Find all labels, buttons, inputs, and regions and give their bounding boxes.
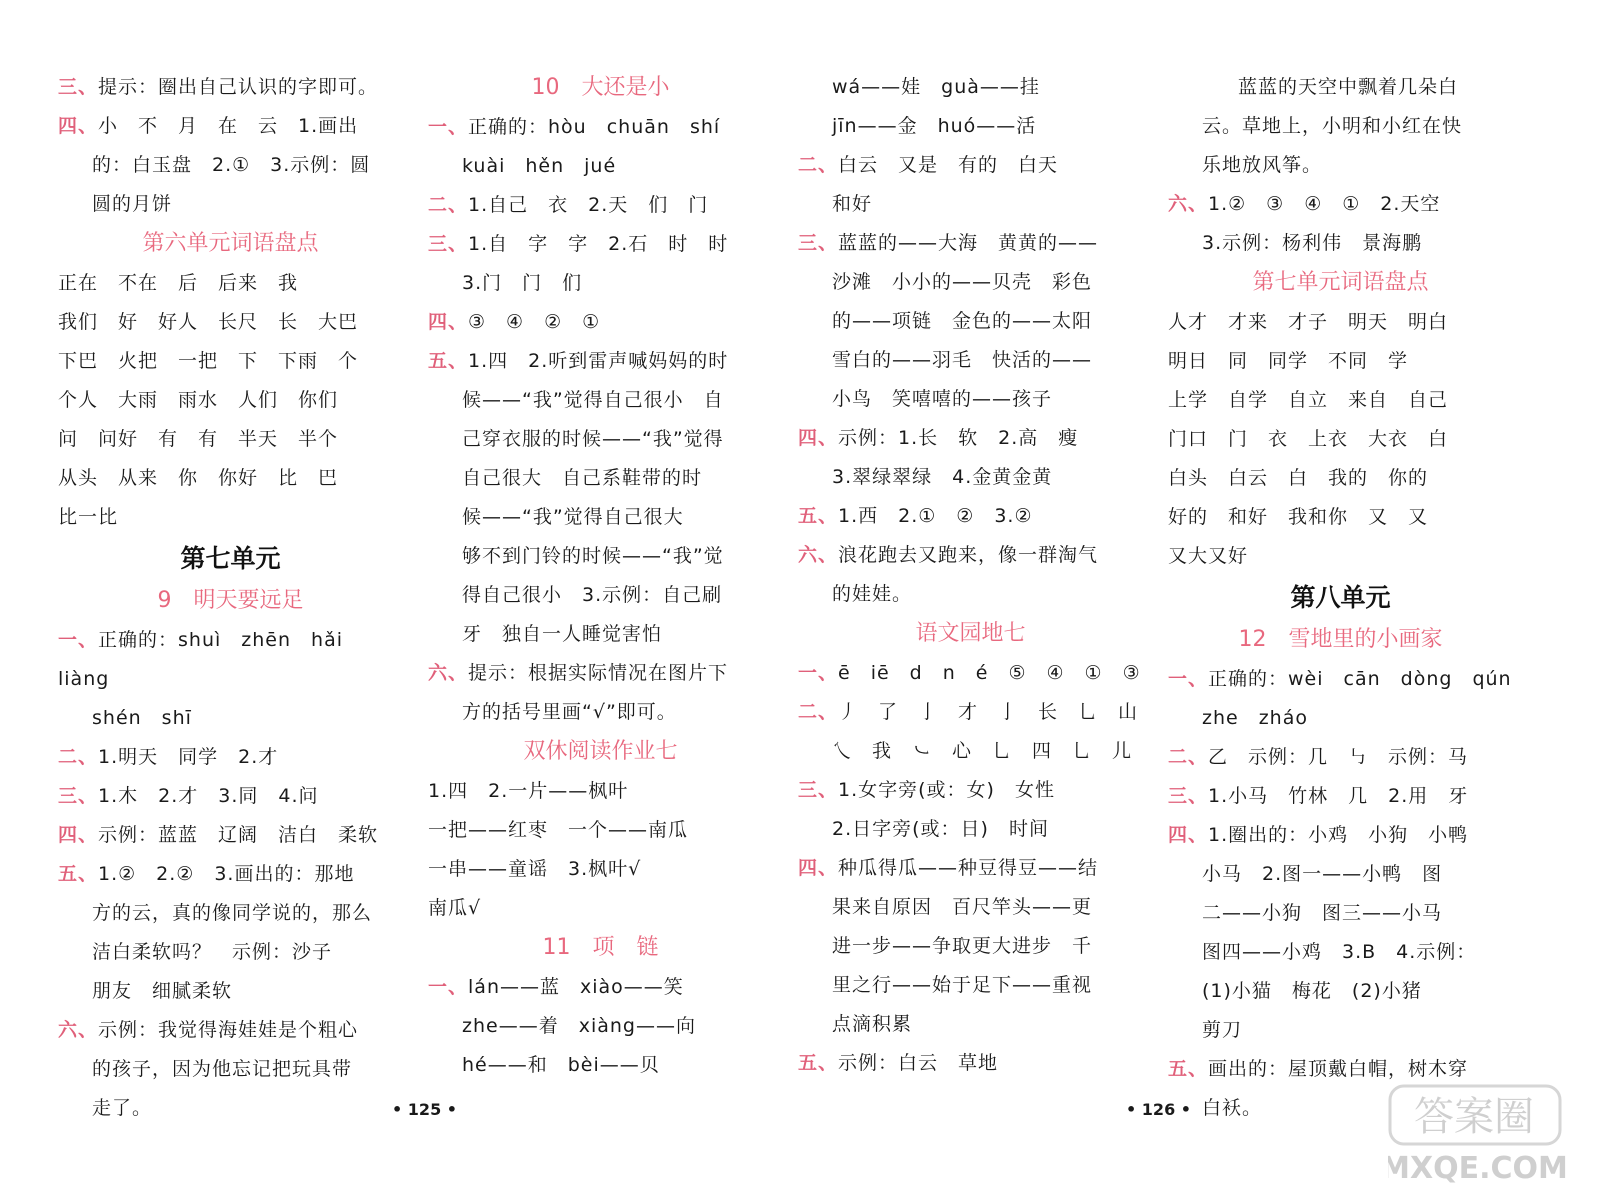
column-2 xyxy=(428,68,773,1085)
answer-line: 牙 独自一人睡觉害怕 xyxy=(462,623,663,645)
answer-line: 得自己很小 3.示例：自己刷 xyxy=(462,584,723,606)
answer-line: 一串——童谣 3.枫叶√ xyxy=(428,858,642,880)
unit-title: 第七单元 xyxy=(180,544,281,573)
answer-line: 2.日字旁(或：日) 时间 xyxy=(832,818,1049,840)
section-title: 第六单元词语盘点 xyxy=(142,231,319,256)
watermark-url: MXQE.COM xyxy=(1388,1151,1568,1186)
answer-line: 进一步——争取更大进步 千 xyxy=(832,935,1093,957)
answer-line: hé——和 bèi——贝 xyxy=(462,1054,660,1076)
answer-line: 够不到门铃的时候——“我”觉 xyxy=(462,545,724,567)
answer-line: 一、lán——蓝 xiào——笑 xyxy=(428,976,684,998)
answer-line: 四、1.圈出的：小鸡 小狗 小鸭 xyxy=(1168,824,1469,846)
answer-line: 五、示例：白云 草地 xyxy=(798,1052,999,1074)
page-number-left: • 125 • xyxy=(392,1100,457,1119)
word-line: 上学 自学 自立 来自 自己 xyxy=(1168,389,1449,411)
answer-line: 五、1.② 2.② 3.画出的：那地 xyxy=(58,863,355,885)
answer-line: 沙滩 小小的——贝壳 彩色 xyxy=(832,271,1093,293)
answer-line: 自己很大 自己系鞋带的时 xyxy=(462,467,703,489)
answer-line: 里之行——始于足下——重视 xyxy=(832,974,1093,996)
lesson-title: 9 明天要远足 xyxy=(157,588,304,613)
word-line: 下巴 火把 一把 下 下雨 个 xyxy=(58,350,359,372)
question-number: 四、 xyxy=(798,427,839,449)
watermark-logo xyxy=(1388,1082,1568,1187)
answer-line: 图四——小鸡 3.B 4.示例： xyxy=(1202,941,1477,963)
column-1 xyxy=(58,68,403,1128)
answer-line: 六、浪花跑去又跑来，像一群淘气 xyxy=(798,544,1099,566)
answer-line: 三、蓝蓝的——大海 黄黄的—— xyxy=(798,232,1099,254)
answer-line: kuài hěn jué xyxy=(462,155,617,177)
unit-title: 第八单元 xyxy=(1290,583,1391,612)
answer-line: 小鸟 笑嘻嘻的——孩子 xyxy=(832,388,1053,410)
question-number: 一、 xyxy=(58,629,99,651)
word-line: 问 问好 有 有 半天 半个 xyxy=(58,428,339,450)
answer-line: 方的云，真的像同学说的，那么 xyxy=(92,902,373,924)
question-number: 四、 xyxy=(798,857,839,879)
answer-line: 三、1.自 字 字 2.石 时 时 xyxy=(428,233,729,255)
answer-line: 点滴积累 xyxy=(832,1013,913,1035)
answer-line: 四、示例：1.长 软 2.高 瘦 xyxy=(798,427,1079,449)
question-number: 三、 xyxy=(58,76,99,98)
question-number: 五、 xyxy=(428,350,469,372)
watermark-text: 答案圈 xyxy=(1414,1094,1534,1140)
answer-line: 剪刀 xyxy=(1202,1019,1243,1041)
question-number: 三、 xyxy=(798,232,839,254)
question-number: 六、 xyxy=(1168,193,1209,215)
lesson-title: 11 项 链 xyxy=(542,935,659,960)
answer-line: 一、ē iē d n é ⑤ ④ ① ③ xyxy=(798,662,1141,684)
question-number: 四、 xyxy=(1168,824,1209,846)
question-number: 四、 xyxy=(428,311,469,333)
word-line: 好的 和好 我和你 又 又 xyxy=(1168,506,1429,528)
question-number: 四、 xyxy=(58,824,99,846)
answer-line: 一、正确的：shuì zhēn hǎi liàng xyxy=(58,629,364,690)
question-number: 二、 xyxy=(428,194,469,216)
section-title: 语文园地七 xyxy=(915,621,1026,646)
answer-line: 四、小 不 月 在 云 1.画出 xyxy=(58,115,359,137)
question-number: 四、 xyxy=(58,115,99,137)
answer-line: 南瓜√ xyxy=(428,897,482,919)
question-number: 六、 xyxy=(428,662,469,684)
answer-line: 二、1.明天 同学 2.才 xyxy=(58,746,279,768)
question-number: 三、 xyxy=(1168,785,1209,807)
answer-line: zhe zháo xyxy=(1202,707,1308,729)
answer-line: 候——“我”觉得自己很小 自 xyxy=(462,389,724,411)
question-number: 五、 xyxy=(798,1052,839,1074)
word-line: 正在 不在 后 后来 我 xyxy=(58,272,299,294)
answer-line: jīn——金 huó——活 xyxy=(832,115,1037,137)
answer-line: 乀 我 ㇃ 心 乚 四 乚 儿 xyxy=(832,740,1133,762)
answer-line: 候——“我”觉得自己很大 xyxy=(462,506,684,528)
answer-line: 白袄。 xyxy=(1202,1097,1263,1119)
word-line: 个人 大雨 雨水 人们 你们 xyxy=(58,389,339,411)
question-number: 五、 xyxy=(798,505,839,527)
answer-line: 云。草地上，小明和小红在快 xyxy=(1202,115,1463,137)
answer-line: 的孩子，因为他忘记把玩具带 xyxy=(92,1058,353,1080)
question-number: 三、 xyxy=(798,779,839,801)
word-line: 门口 门 衣 上衣 大衣 白 xyxy=(1168,428,1449,450)
answer-line: 己穿衣服的时候——“我”觉得 xyxy=(462,428,724,450)
question-number: 一、 xyxy=(428,116,469,138)
question-number: 一、 xyxy=(798,662,839,684)
answer-line: 小马 2.图一——小鸭 图 xyxy=(1202,863,1443,885)
answer-line: shén shī xyxy=(92,707,192,729)
lesson-title: 12 雪地里的小画家 xyxy=(1238,627,1443,652)
answer-line: 的：白玉盘 2.① 3.示例：圆 xyxy=(92,154,371,176)
word-line: 又大又好 xyxy=(1168,545,1249,567)
word-line: 从头 从来 你 你好 比 巴 xyxy=(58,467,339,489)
question-number: 三、 xyxy=(428,233,469,255)
answer-line: 的——项链 金色的——太阳 xyxy=(832,310,1093,332)
answer-line: 1.四 2.一片——枫叶 xyxy=(428,780,629,802)
word-line: 我们 好 好人 长尺 长 大巴 xyxy=(58,311,359,333)
answer-line: 三、1.女字旁(或：女) 女性 xyxy=(798,779,1055,801)
answer-line: 五、1.四 2.听到雷声喊妈妈的时 xyxy=(428,350,729,372)
answer-line: 走了。 xyxy=(92,1097,153,1119)
answer-line: 六、示例：我觉得海娃娃是个粗心 xyxy=(58,1019,359,1041)
question-number: 六、 xyxy=(798,544,839,566)
answer-line: wá——娃 guà——挂 xyxy=(832,76,1040,98)
answer-line: zhe——着 xiàng——向 xyxy=(462,1015,696,1037)
answer-line: (1)小猫 梅花 (2)小猪 xyxy=(1202,980,1422,1002)
answer-line: 朋友 细腻柔软 xyxy=(92,980,233,1002)
question-number: 五、 xyxy=(58,863,99,885)
answer-line: 五、画出的：屋顶戴白帽，树木穿 xyxy=(1168,1058,1469,1080)
column-4 xyxy=(1168,68,1513,1128)
answer-line: 四、种瓜得瓜——种豆得豆——结 xyxy=(798,857,1099,879)
question-number: 六、 xyxy=(58,1019,99,1041)
answer-line: 二、白云 又是 有的 白天 xyxy=(798,154,1059,176)
answer-line: 和好 xyxy=(832,193,873,215)
answer-line: 3.门 门 们 xyxy=(462,272,583,294)
answer-line: 三、提示：圈出自己认识的字即可。 xyxy=(58,76,379,98)
answer-line: 雪白的——羽毛 快活的—— xyxy=(832,349,1093,371)
answer-line: 圆的月饼 xyxy=(92,193,173,215)
question-number: 五、 xyxy=(1168,1058,1209,1080)
answer-line: 3.示例：杨利伟 景海鹏 xyxy=(1202,232,1423,254)
answer-line: 方的括号里画“√”即可。 xyxy=(462,701,677,723)
question-number: 一、 xyxy=(428,976,469,998)
answer-line: 一、正确的：hòu chuān shí xyxy=(428,116,721,138)
answer-line: 四、示例：蓝蓝 辽阔 洁白 柔软 xyxy=(58,824,379,846)
word-line: 明日 同 同学 不同 学 xyxy=(1168,350,1409,372)
word-line: 人才 才来 才子 明天 明白 xyxy=(1168,311,1449,333)
answer-line: 六、提示：根据实际情况在图片下 xyxy=(428,662,729,684)
answer-line: 洁白柔软吗？ 示例：沙子 xyxy=(92,941,333,963)
question-number: 二、 xyxy=(798,701,839,723)
section-title: 第七单元词语盘点 xyxy=(1252,270,1429,295)
answer-line: 果来自原因 百尺竿头——更 xyxy=(832,896,1093,918)
answer-line: 一、正确的：wèi cān dòng qún xyxy=(1168,668,1512,690)
answer-line: 3.翠绿翠绿 4.金黄金黄 xyxy=(832,466,1053,488)
page-number-right: • 126 • xyxy=(1126,1100,1191,1119)
answer-line: 二、1.自己 衣 2.天 们 门 xyxy=(428,194,709,216)
answer-line: 二、丿 了 亅 才 亅 长 乚 山 xyxy=(798,701,1139,723)
answer-line: 的娃娃。 xyxy=(832,583,913,605)
section-title: 双休阅读作业七 xyxy=(523,739,678,764)
question-number: 一、 xyxy=(1168,668,1209,690)
word-line: 白头 白云 白 我的 你的 xyxy=(1168,467,1429,489)
question-number: 二、 xyxy=(1168,746,1209,768)
lesson-title: 10 大还是小 xyxy=(531,75,670,100)
answer-line: 六、1.② ③ ④ ① 2.天空 xyxy=(1168,193,1441,215)
answer-line: 三、1.小马 竹林 几 2.用 牙 xyxy=(1168,785,1469,807)
column-3 xyxy=(798,68,1143,1083)
question-number: 二、 xyxy=(58,746,99,768)
answer-line: 蓝蓝的天空中飘着几朵白 xyxy=(1238,76,1459,98)
word-line: 比一比 xyxy=(58,506,119,528)
question-number: 三、 xyxy=(58,785,99,807)
answer-line: 二——小狗 图三——小马 xyxy=(1202,902,1443,924)
question-number: 二、 xyxy=(798,154,839,176)
answer-line: 三、1.木 2.才 3.同 4.问 xyxy=(58,785,319,807)
answer-line: 二、乙 示例：几 ㇉ 示例：马 xyxy=(1168,746,1469,768)
answer-line: 一把——红枣 一个——南瓜 xyxy=(428,819,689,841)
answer-line: 五、1.西 2.① ② 3.② xyxy=(798,505,1033,527)
answer-line: 四、③ ④ ② ① xyxy=(428,311,601,333)
answer-line: 乐地放风筝。 xyxy=(1202,154,1323,176)
